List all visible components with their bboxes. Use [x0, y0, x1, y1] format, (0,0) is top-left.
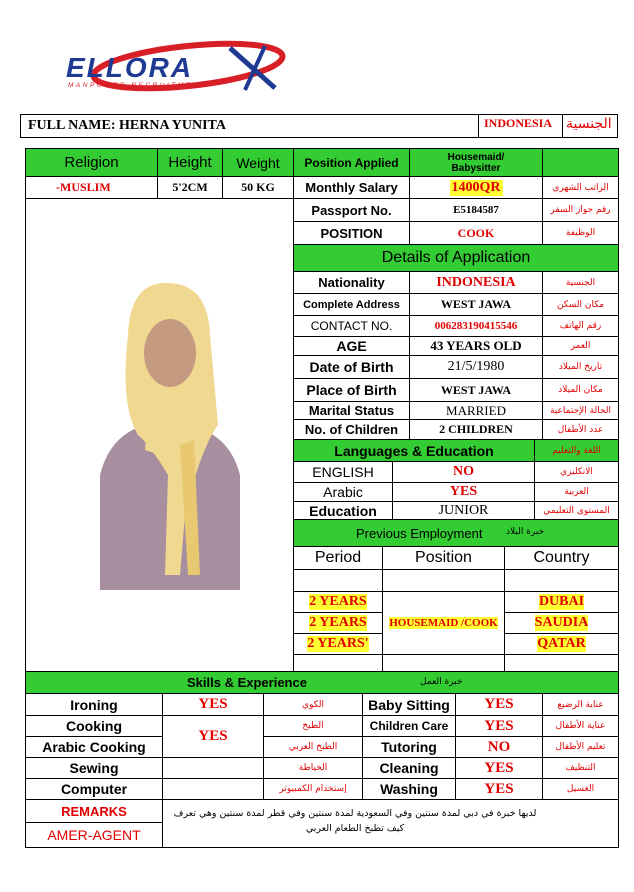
- weight-value: 50 KG: [222, 176, 294, 199]
- period-cell-1: [293, 591, 383, 613]
- logo-subtext: MANPOWER RECRUITMENT: [68, 82, 207, 89]
- country-cell-2: [504, 612, 619, 634]
- skill-label-cleaning: Cleaning: [362, 757, 456, 779]
- education-ar: المستوى التعليمي: [534, 501, 619, 520]
- prev-empty-position-bottom: [382, 654, 505, 672]
- nationality-ar: الجنسية: [542, 271, 619, 294]
- marital-label: Marital Status: [293, 401, 410, 420]
- agent-label: AMER-AGENT: [25, 822, 163, 848]
- address-value: WEST JAWA: [409, 293, 543, 316]
- position-applied-header: Position Applied: [293, 148, 410, 177]
- dob-ar: تاريخ الميلاد: [542, 355, 619, 379]
- monthly-salary-ar: الراتب الشهري: [542, 176, 619, 199]
- skill-ar-tutoring: تعليم الأطفال: [542, 736, 619, 758]
- position-ar: الوظيفة: [542, 221, 619, 245]
- pob-value: WEST JAWA: [409, 378, 543, 402]
- skill-value-computer: [162, 778, 264, 800]
- prev-empty-country-bottom: [504, 654, 619, 672]
- pob-label: Place of Birth: [293, 378, 410, 402]
- arabic-label: Arabic: [293, 482, 393, 502]
- skill-ar-sewing: الخياطة: [263, 757, 363, 779]
- prev-empty-position: [382, 569, 505, 592]
- prev-empty-period-bottom: [293, 654, 383, 672]
- skill-ar-cooking: الطبخ: [263, 715, 363, 737]
- age-ar: العمر: [542, 336, 619, 356]
- skill-value-ironing: YES: [162, 693, 264, 716]
- education-label: Education: [293, 501, 393, 520]
- period-value-3: 2 YEARS': [307, 636, 369, 651]
- nationality-label: Nationality: [293, 271, 410, 294]
- age-value: 43 YEARS OLD: [409, 336, 543, 356]
- skill-label-computer: Computer: [25, 778, 163, 800]
- country-value-1: DUBAI: [538, 594, 585, 609]
- skill-value-children-care: YES: [455, 715, 543, 737]
- previous-employment-ar: خبرة البلاد: [506, 527, 545, 537]
- children-label: No. of Children: [293, 419, 410, 440]
- skill-ar-ironing: الكوي: [263, 693, 363, 716]
- skill-value-cooking-merged: YES: [162, 715, 264, 758]
- education-value: JUNIOR: [392, 501, 535, 520]
- monthly-salary-label: Monthly Salary: [293, 176, 410, 199]
- contact-value: 006283190415546: [409, 315, 543, 337]
- full-name: FULL NAME: HERNA YUNITA: [28, 118, 226, 133]
- remarks-text: لديها خبرة في دبي لمدة سنتين وفي السعودية لمدة سنتين وفي قطر لمدة سنتين وهي تعرف كيف تطبخ الطعام العربي: [173, 808, 537, 834]
- position-value: COOK: [409, 221, 543, 245]
- skill-ar-baby-sitting: عناية الرضيع: [542, 693, 619, 716]
- english-value: NO: [392, 461, 535, 483]
- skill-ar-computer: إستخدام الكمبيوتر: [263, 778, 363, 800]
- prev-empty-country: [504, 569, 619, 592]
- height-header: Height: [157, 148, 223, 177]
- skill-value-cleaning: YES: [455, 757, 543, 779]
- position-label: POSITION: [293, 221, 410, 245]
- skill-value-washing: YES: [455, 778, 543, 800]
- skill-value-baby-sitting: YES: [455, 693, 543, 716]
- pob-ar: مكان الميلاد: [542, 378, 619, 402]
- skill-ar-washing: الغسيل: [542, 778, 619, 800]
- previous-employment-title: Previous Employment: [356, 526, 483, 541]
- religion-header: Religion: [25, 148, 158, 177]
- period-value-1: 2 YEARS: [309, 594, 367, 609]
- skill-ar-arabic-cooking: الطبخ العربي: [263, 736, 363, 758]
- prev-position-cell: [382, 591, 505, 655]
- weight-header: Weight: [222, 148, 294, 177]
- company-logo: [60, 38, 295, 100]
- languages-section-ar: اللغة والتعليم: [534, 439, 619, 462]
- skill-label-tutoring: Tutoring: [362, 736, 456, 758]
- contact-ar: رقم الهاتف: [542, 315, 619, 337]
- monthly-salary-cell: [409, 176, 543, 199]
- country-value-2: SAUDIA: [534, 615, 589, 630]
- dob-value: 21/5/1980: [409, 355, 543, 379]
- country-cell-1: [504, 591, 619, 613]
- period-header: Period: [293, 546, 383, 570]
- skill-label-arabic-cooking: Arabic Cooking: [25, 736, 163, 758]
- children-value: 2 CHILDREN: [409, 419, 543, 440]
- details-section-header: Details of Application: [293, 244, 619, 272]
- skills-section-title: Skills & Experience: [187, 675, 307, 690]
- period-value-2: 2 YEARS: [309, 615, 367, 630]
- english-ar: الانكليزي: [534, 461, 619, 483]
- nationality-value: INDONESIA: [409, 271, 543, 294]
- age-label: AGE: [293, 336, 410, 356]
- skill-value-tutoring: NO: [455, 736, 543, 758]
- skills-section-header: [25, 671, 619, 694]
- logo-text: ELLORA: [66, 52, 194, 83]
- position-applied-value: Housemaid/ Babysitter: [409, 148, 543, 177]
- skill-label-washing: Washing: [362, 778, 456, 800]
- passport-ar: رقم جواز السفر: [542, 198, 619, 222]
- country-header: Country: [504, 546, 619, 570]
- skill-label-children-care: Children Care: [362, 715, 456, 737]
- marital-ar: الحالة الإجتماعية: [542, 401, 619, 420]
- skill-label-sewing: Sewing: [25, 757, 163, 779]
- country-value-3: QATAR: [537, 636, 586, 651]
- remarks-label: REMARKS: [25, 799, 163, 823]
- contact-label: CONTACT NO.: [293, 315, 410, 337]
- period-cell-3: [293, 633, 383, 655]
- period-cell-2: [293, 612, 383, 634]
- address-ar: مكان السكن: [542, 293, 619, 316]
- marital-value: MARRIED: [409, 401, 543, 420]
- header-nationality: INDONESIA: [484, 116, 553, 130]
- skills-section-ar: خبرة العمل: [420, 677, 463, 687]
- skill-label-baby-sitting: Baby Sitting: [362, 693, 456, 716]
- arabic-ar: العربية: [534, 482, 619, 502]
- passport-value: E5184587: [409, 198, 543, 222]
- prev-position-value: HOUSEMAID /COOK: [389, 617, 498, 629]
- languages-section-header: Languages & Education: [293, 439, 535, 462]
- passport-label: Passport No.: [293, 198, 410, 222]
- english-label: ENGLISH: [293, 461, 393, 483]
- skill-ar-children-care: عناية الأطفال: [542, 715, 619, 737]
- candidate-photo: [90, 275, 245, 590]
- height-value: 5'2CM: [157, 176, 223, 199]
- header-nationality-ar: الجنسية: [566, 116, 612, 132]
- arabic-value: YES: [392, 482, 535, 502]
- position-applied-ar: [542, 148, 619, 177]
- religion-value: -MUSLIM: [25, 176, 158, 199]
- dob-label: Date of Birth: [293, 355, 410, 379]
- prev-empty-period: [293, 569, 383, 592]
- children-ar: عدد الأطفال: [542, 419, 619, 440]
- skill-value-sewing: [162, 757, 264, 779]
- monthly-salary-value: 1400QR: [451, 179, 501, 195]
- address-label: Complete Address: [293, 293, 410, 316]
- skill-label-ironing: Ironing: [25, 693, 163, 716]
- skill-label-cooking: Cooking: [25, 715, 163, 737]
- skill-ar-cleaning: التنظيف: [542, 757, 619, 779]
- prev-position-header: Position: [382, 546, 505, 570]
- country-cell-3: [504, 633, 619, 655]
